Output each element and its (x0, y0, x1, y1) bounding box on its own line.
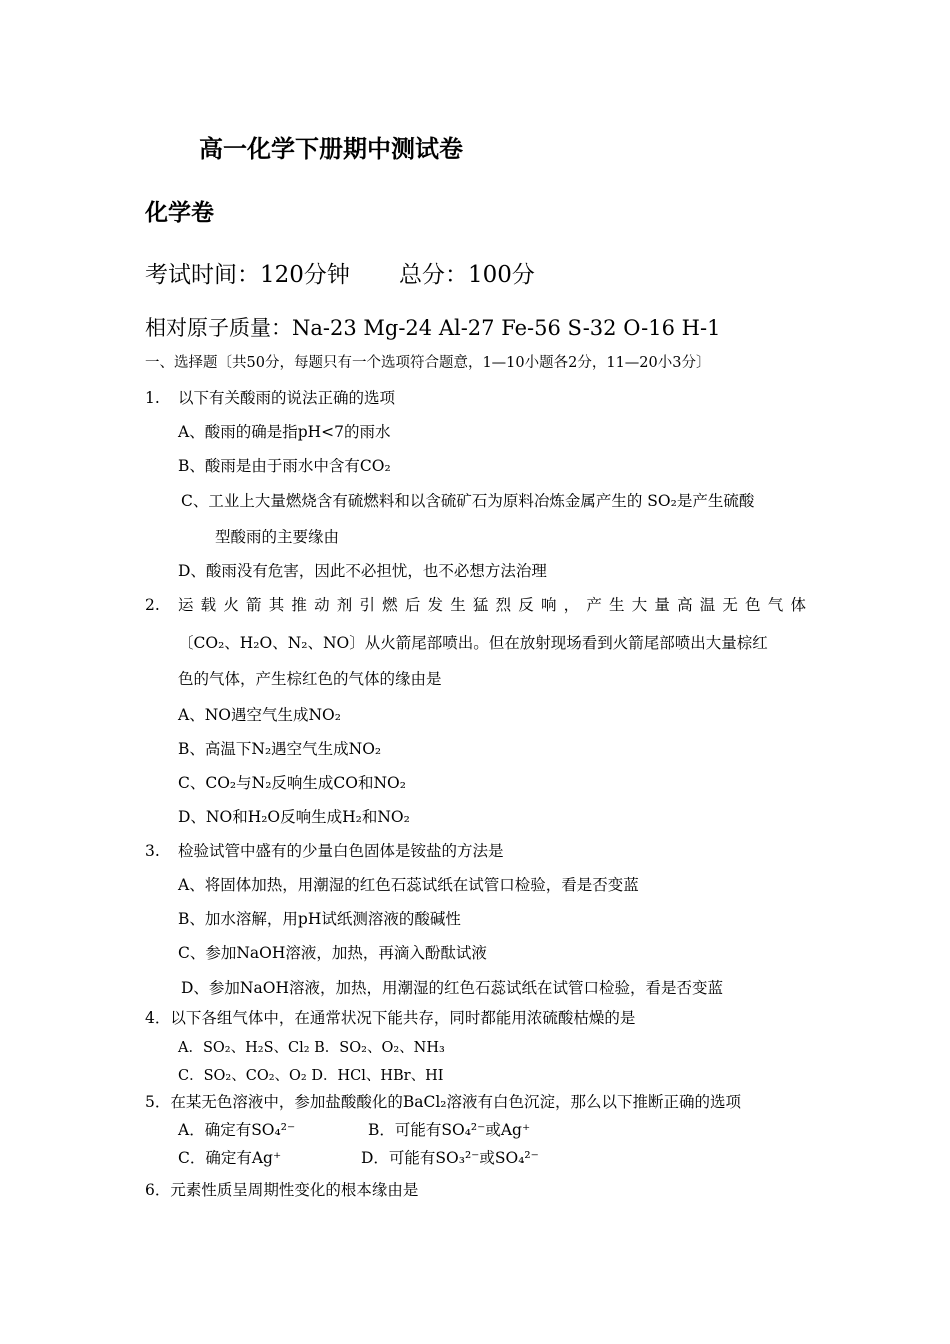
q2-number: 2. (145, 596, 160, 614)
q5-option-c: C．确定有Ag⁺ (178, 1149, 282, 1167)
q1-number: 1. (145, 389, 160, 407)
q2-stem-line1: 运载火箭其推动剂引燃后发生猛烈反响，产生大量高温无色气体 (178, 596, 806, 614)
q3-stem: 检验试管中盛有的少量白色固体是铵盐的方法是 (178, 842, 504, 860)
q5-option-d: D．可能有SO₃²⁻或SO₄²⁻ (361, 1149, 539, 1167)
q1-option-c-line1: C、工业上大量燃烧含有硫燃料和以含硫矿石为原料冶炼金属产生的 SO₂是产生硫酸 (181, 492, 755, 510)
q4-options-cd: C．SO₂、CO₂、O₂ D．HCl、HBr、HI (178, 1068, 444, 1084)
paper-subtitle: 化学卷 (145, 200, 214, 226)
q5-stem: 5．在某无色溶液中，参加盐酸酸化的BaCl₂溶液有白色沉淀，那么以下推断正确的选项 (145, 1093, 742, 1111)
total-score: 总分：100分 (399, 262, 535, 288)
section-heading: 一、选择题〔共50分，每题只有一个选项符合题意，1—10小题各2分，11—20小3分〕 (145, 355, 711, 371)
q2-option-d: D、NO和H₂O反响生成H₂和NO₂ (178, 808, 410, 826)
q3-option-c: C、参加NaOH溶液，加热，再滴入酚酞试液 (178, 944, 487, 962)
q3-option-b: B、加水溶解，用pH试纸测溶液的酸碱性 (178, 910, 461, 928)
q4-stem: 4．以下各组气体中，在通常状况下能共存，同时都能用浓硫酸枯燥的是 (145, 1009, 636, 1027)
q3-option-a: A、将固体加热，用潮湿的红色石蕊试纸在试管口检验，看是否变蓝 (178, 876, 639, 894)
q3-number: 3. (145, 842, 160, 860)
page-title: 高一化学下册期中测试卷 (199, 135, 463, 163)
exam-time: 考试时间：120分钟 (145, 262, 350, 288)
q3-option-d: D、参加NaOH溶液，加热，用潮湿的红色石蕊试纸在试管口检验，看是否变蓝 (181, 979, 723, 997)
atomic-masses: 相对原子质量：Na-23 Mg-24 Al-27 Fe-56 S-32 O-16 H-1 (145, 316, 721, 340)
q4-options-ab: A．SO₂、H₂S、Cl₂ B．SO₂、O₂、NH₃ (178, 1040, 445, 1056)
q2-stem-line2: 〔CO₂、H₂O、N₂、NO〕从火箭尾部喷出。但在放射现场看到火箭尾部喷出大量棕红 (178, 634, 768, 652)
q1-option-c-line2: 型酸雨的主要缘由 (215, 528, 340, 546)
q2-option-a: A、NO遇空气生成NO₂ (178, 706, 341, 724)
q2-option-b: B、高温下N₂遇空气生成NO₂ (178, 740, 382, 758)
q2-option-c: C、CO₂与N₂反响生成CO和NO₂ (178, 774, 406, 792)
q6-stem: 6．元素性质呈周期性变化的根本缘由是 (145, 1181, 419, 1199)
q2-stem-line3: 色的气体，产生棕红色的气体的缘由是 (178, 670, 442, 688)
q5-option-b: B．可能有SO₄²⁻或Ag⁺ (368, 1121, 531, 1139)
q1-option-a: A、酸雨的确是指pH<7的雨水 (178, 423, 391, 441)
q1-option-b: B、酸雨是由于雨水中含有CO₂ (178, 457, 391, 475)
q1-stem: 以下有关酸雨的说法正确的选项 (178, 389, 396, 407)
q5-option-a: A．确定有SO₄²⁻ (178, 1121, 296, 1139)
q1-option-d: D、酸雨没有危害，因此不必担忧，也不必想方法治理 (178, 562, 547, 580)
